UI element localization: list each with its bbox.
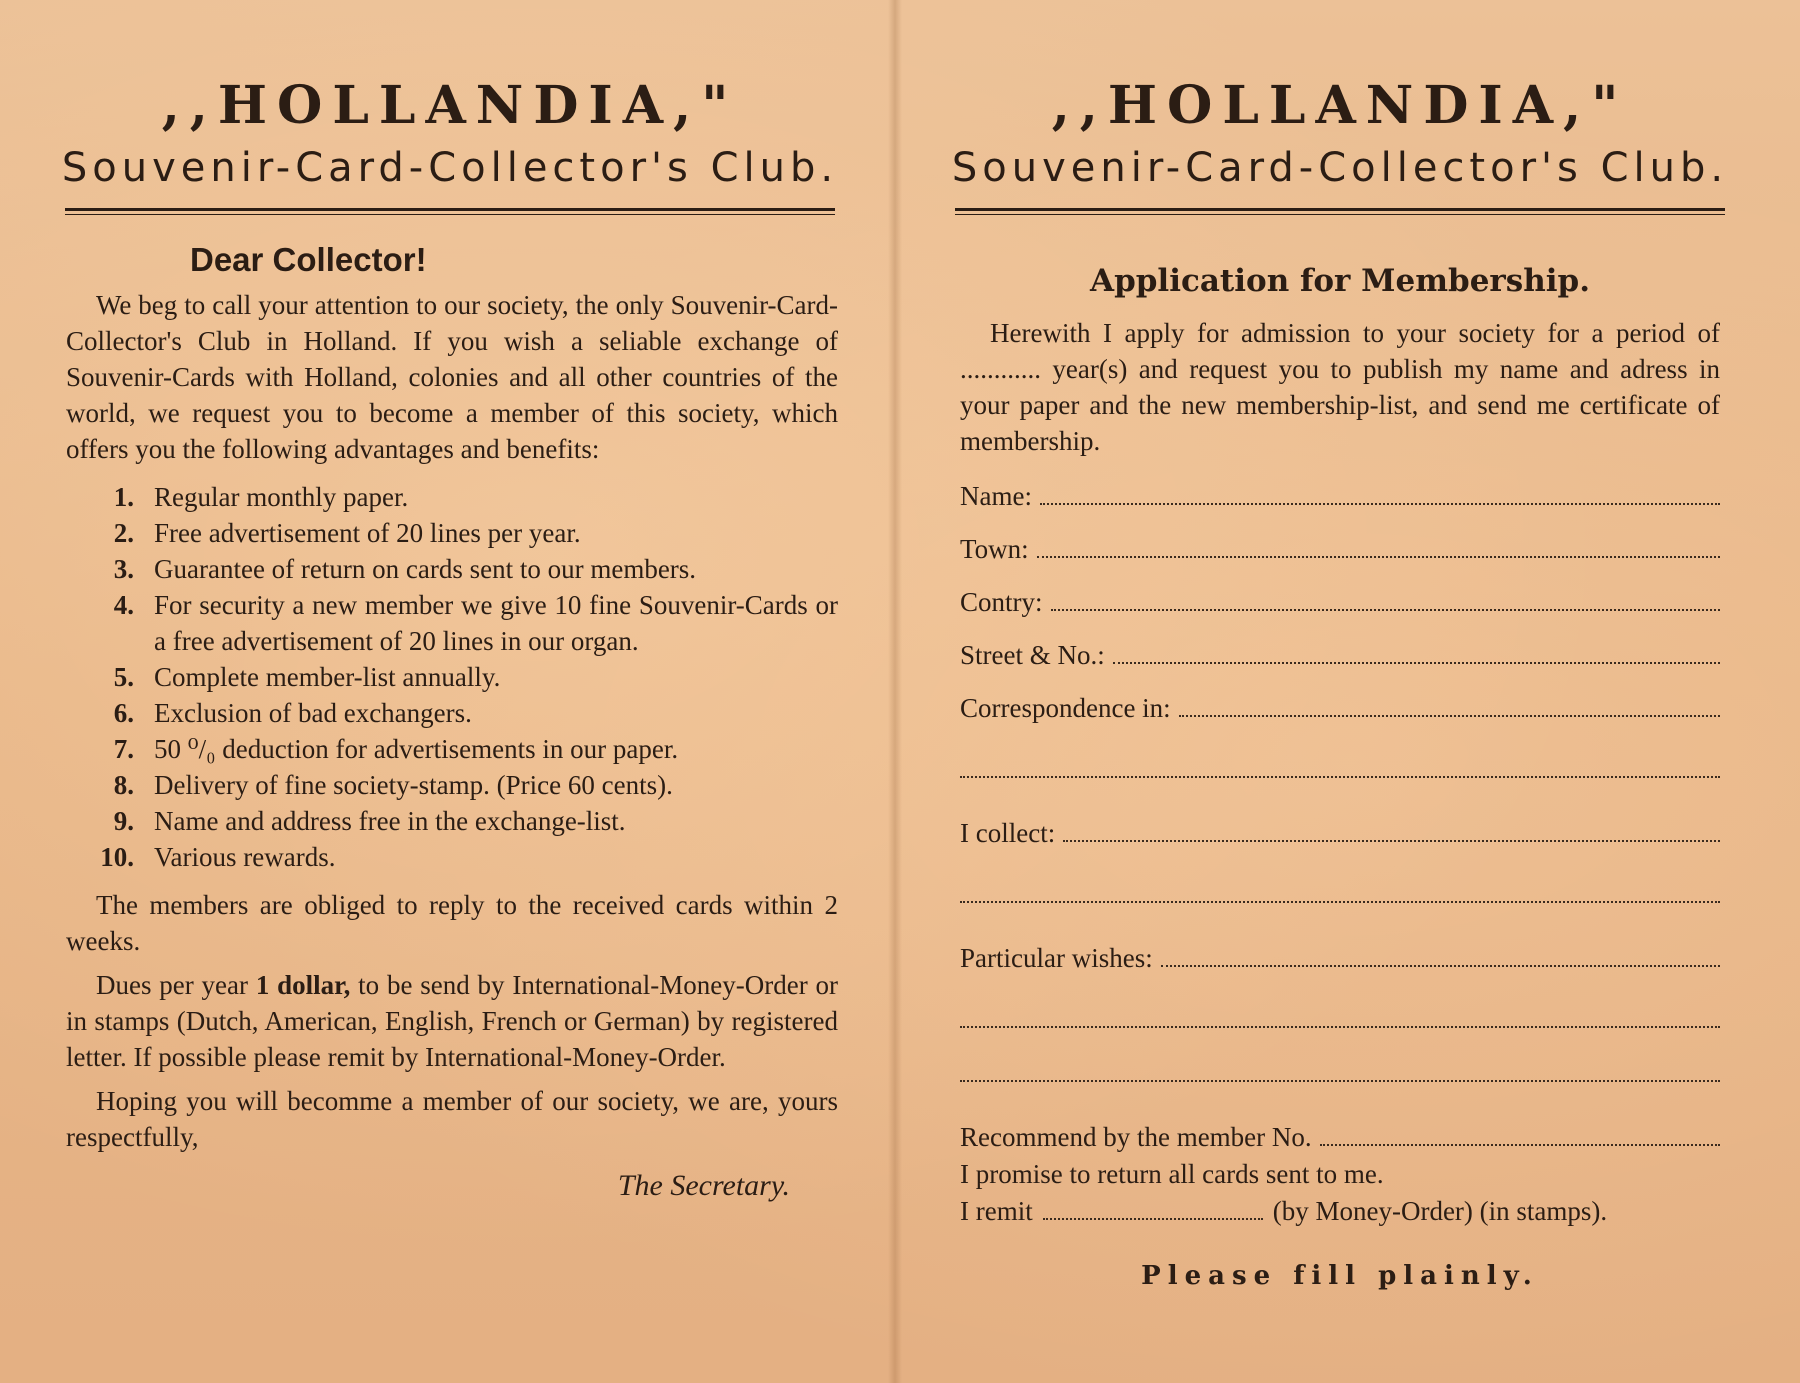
club-subtitle: Souvenir-Card-Collector's Club. — [61, 145, 839, 191]
greeting: Dear Collector! — [190, 241, 427, 278]
dues-prefix: Dues per year — [96, 970, 256, 1000]
street-line[interactable] — [1113, 640, 1720, 664]
promise-text: I promise to return all cards sent to me. — [960, 1159, 1384, 1189]
name-line[interactable] — [1040, 481, 1720, 505]
dues-rest: to be send by International-Money-Order or in stamps (Dutch, American, English, French or German) by registered letter. If possible please remit by International-Money-Order. — [66, 970, 838, 1072]
intro-part-b: year(s) and request you to publish my name and adress in your paper and the new membership-list, and send me certificate of membership. — [960, 354, 1720, 456]
dues-amount: 1 dollar, — [255, 970, 351, 1000]
benefit-text: Delivery of fine society-stamp. (Price 60 cents). — [154, 770, 673, 800]
recommend-line[interactable] — [1320, 1122, 1720, 1146]
header-rule-thin — [955, 214, 1725, 215]
center-fold — [888, 0, 902, 1383]
wishes-label: Particular wishes: — [960, 943, 1153, 973]
list-item — [66, 839, 838, 875]
benefit-number: 5. — [113, 662, 134, 692]
correspondence-field[interactable] — [960, 693, 1720, 724]
header-rule-thin — [65, 214, 835, 215]
correspondence-extra-line[interactable] — [960, 754, 1720, 778]
header-rule — [955, 208, 1725, 211]
list-item — [66, 587, 838, 659]
benefit-text: Complete member-list annually. — [154, 662, 501, 692]
benefit-text: For security a new member we give 10 fine Souvenir-Cards or a free advertisement of 20 lines in our organ. — [154, 590, 838, 656]
benefit-text: Guarantee of return on cards sent to our members. — [154, 554, 697, 584]
application-title: Application for Membership. — [1090, 263, 1590, 299]
benefit-text: Exclusion of bad exchangers. — [154, 698, 472, 728]
benefit-text: Name and address free in the exchange-list. — [154, 806, 626, 836]
club-name: ,,HOLLANDIA," — [1051, 75, 1629, 136]
correspondence-label: Correspondence in: — [960, 693, 1171, 723]
obligation-paragraph: The members are obliged to reply to the received cards within 2 weeks. — [66, 890, 838, 956]
benefit-number: 6. — [113, 698, 134, 728]
wishes-extra-line-2[interactable] — [960, 1058, 1720, 1082]
benefit-number: 2. — [113, 518, 134, 548]
town-label: Town: — [960, 534, 1029, 564]
name-field[interactable] — [960, 481, 1720, 512]
country-label: Contry: — [960, 587, 1043, 617]
benefit-number: 10. — [100, 842, 134, 872]
left-page — [50, 0, 850, 1203]
benefit-number: 3. — [113, 554, 134, 584]
application-form — [960, 315, 1720, 1291]
country-line[interactable] — [1051, 587, 1720, 611]
collect-line[interactable] — [1063, 818, 1720, 842]
remit-label: I remit — [960, 1196, 1033, 1226]
collect-extra-line[interactable] — [960, 879, 1720, 903]
list-item — [66, 515, 838, 551]
benefit-text: Various rewards. — [154, 842, 336, 872]
list-item — [66, 695, 838, 731]
secretary-signature: The Secretary. — [617, 1169, 790, 1202]
club-name: ,,HOLLANDIA," — [161, 75, 739, 136]
remit-line[interactable] — [1043, 1196, 1263, 1220]
wishes-extra-line[interactable] — [960, 1004, 1720, 1028]
correspondence-line[interactable] — [1179, 693, 1720, 717]
benefit-text: Regular monthly paper. — [154, 482, 409, 512]
list-item — [66, 551, 838, 587]
list-item — [66, 767, 838, 803]
period-blank[interactable]: ............ — [960, 354, 1041, 384]
collect-field[interactable] — [960, 818, 1720, 849]
list-item — [66, 479, 838, 515]
remit-field[interactable] — [960, 1196, 1720, 1227]
list-item — [66, 731, 838, 767]
benefit-text: Free advertisement of 20 lines per year. — [154, 518, 581, 548]
club-subtitle: Souvenir-Card-Collector's Club. — [951, 145, 1729, 191]
town-line[interactable] — [1037, 534, 1720, 558]
benefit-number: 4. — [113, 590, 134, 620]
please-fill-note: Please fill plainly. — [1141, 1261, 1539, 1291]
benefit-text: 50 ⁰/₀ deduction for advertisements in our paper. — [154, 734, 679, 764]
intro-part-a: Herewith I apply for admission to your society for a period of — [990, 318, 1720, 348]
list-item — [66, 659, 838, 695]
street-label: Street & No.: — [960, 640, 1105, 670]
intro-paragraph: We beg to call your attention to our society, the only Souvenir-Card-Collector's Club in Holland. If you wish a seliable exchange of Souvenir-Cards with Holland, colonies and all other countries of the world, we request you to become a member of this society, which offers you the following advantages and benefits: — [66, 290, 838, 464]
recommend-label: Recommend by the member No. — [960, 1122, 1312, 1152]
application-intro — [960, 315, 1720, 459]
remit-suffix: (by Money-Order) (in stamps). — [1272, 1196, 1608, 1226]
benefit-number: 1. — [113, 482, 134, 512]
dues-paragraph — [66, 967, 838, 1075]
list-item — [66, 803, 838, 839]
right-page — [950, 0, 1730, 1291]
left-header — [50, 0, 850, 215]
wishes-line[interactable] — [1161, 943, 1720, 967]
benefit-number: 8. — [113, 770, 134, 800]
town-field[interactable] — [960, 534, 1720, 565]
country-field[interactable] — [960, 587, 1720, 618]
header-rule — [65, 208, 835, 211]
name-label: Name: — [960, 481, 1032, 511]
right-header — [950, 0, 1730, 215]
collect-label: I collect: — [960, 818, 1056, 848]
recommend-field[interactable] — [960, 1122, 1720, 1153]
closing-paragraph: Hoping you will becomme a member of our society, we are, yours respectfully, — [66, 1086, 838, 1152]
left-body — [66, 287, 838, 1155]
benefits-list — [66, 479, 838, 875]
street-field[interactable] — [960, 640, 1720, 671]
benefit-number: 7. — [113, 734, 134, 764]
wishes-field[interactable] — [960, 943, 1720, 974]
benefit-number: 9. — [113, 806, 134, 836]
